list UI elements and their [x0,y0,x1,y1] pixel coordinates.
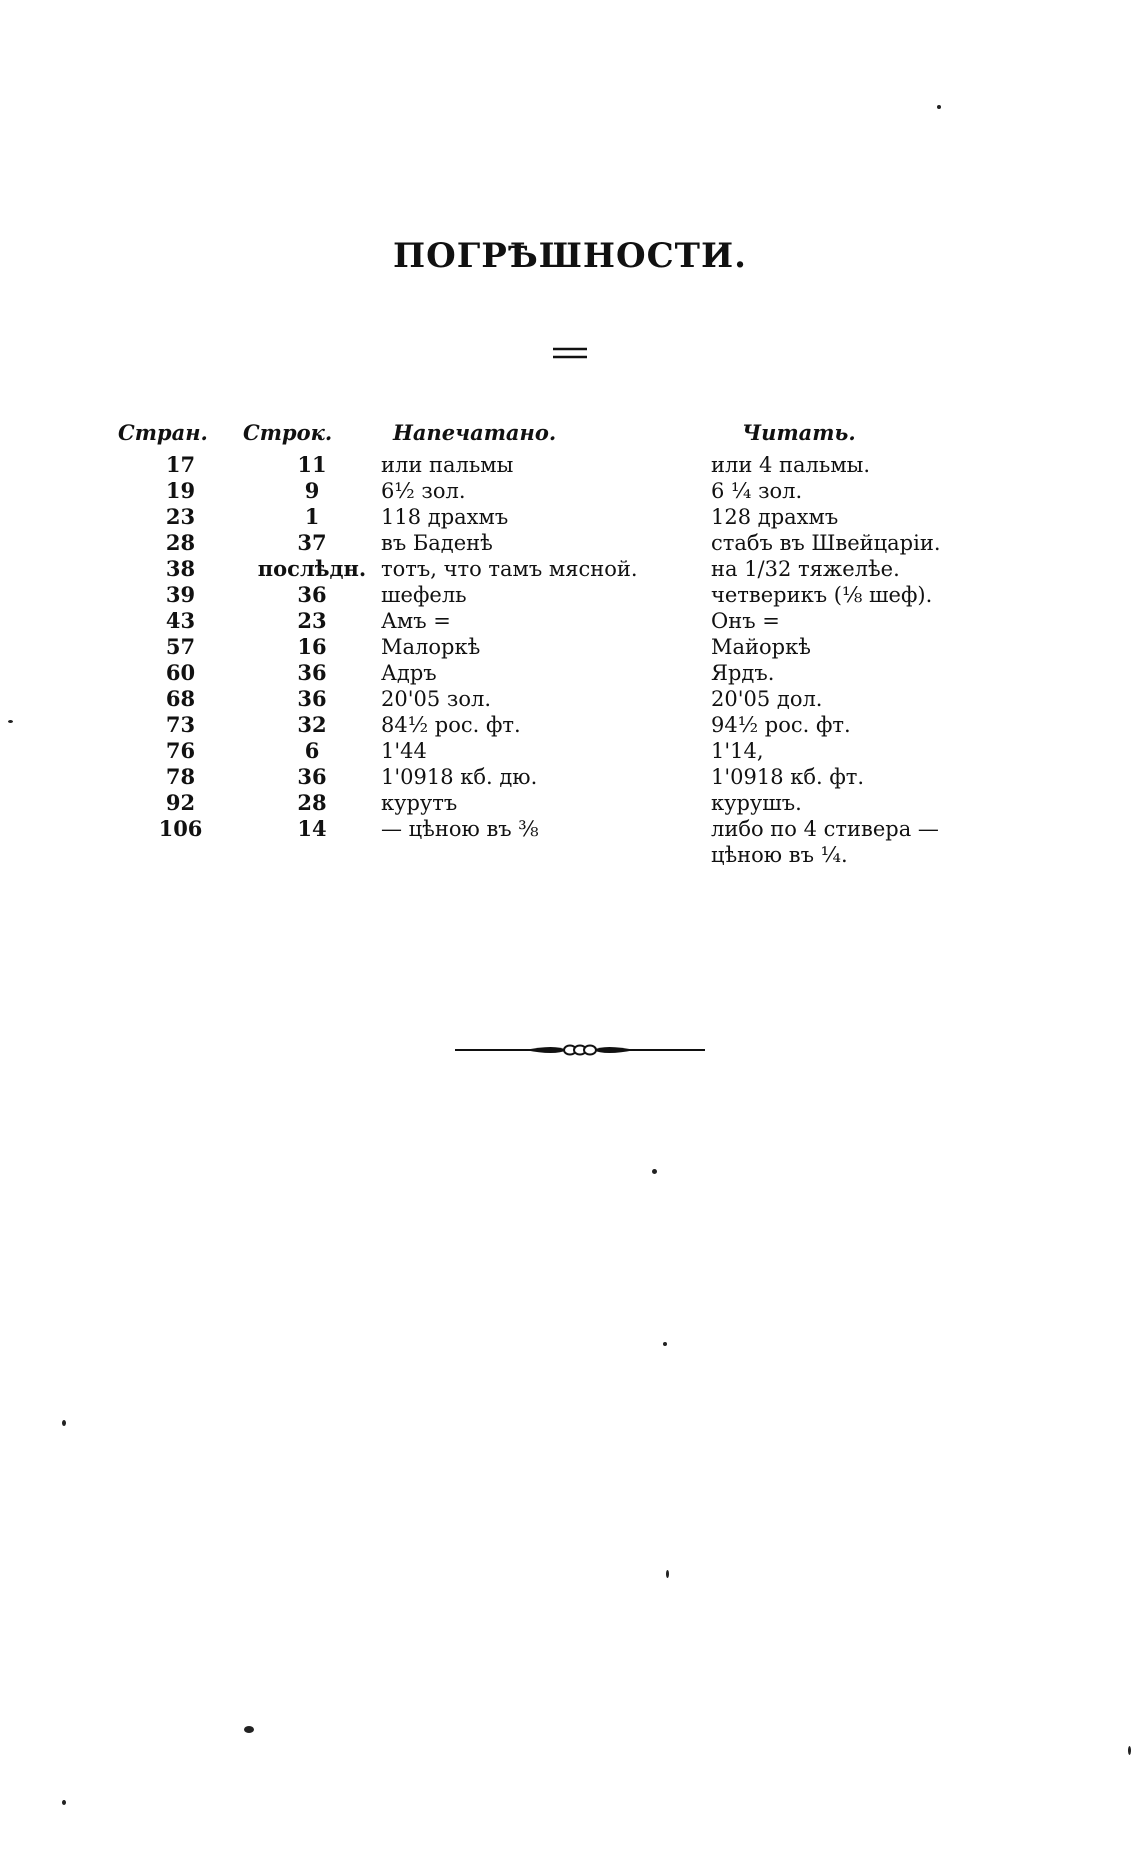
header-read: Читать. [742,420,856,445]
errata-header-row [118,420,1078,452]
scan-speck [652,1169,657,1174]
errata-row [118,452,1078,478]
errata-row [118,712,1078,738]
cell-printed: или пальмы [381,453,514,477]
cell-read: на 1/32 тяжелѣе. [711,557,900,581]
errata-row [118,842,1078,868]
errata-row [118,738,1078,764]
cell-line: 28 [297,790,327,815]
cell-line: 6 [304,738,320,763]
cell-page: 106 [158,816,203,841]
cell-page: 28 [165,530,196,555]
cell-printed: 84½ рос. фт. [381,713,521,737]
cell-read: или 4 пальмы. [711,453,871,477]
cell-line: 36 [297,660,327,685]
page-title: ПОГРѢШНОСТИ. [393,236,747,276]
cell-page: 92 [165,790,196,815]
cell-printed: Амъ = [381,609,451,633]
cell-line: 16 [297,634,327,659]
cell-line: 36 [297,686,327,711]
cell-page: 68 [165,686,196,711]
errata-table [118,420,1078,868]
cell-line: 14 [297,816,327,841]
cell-printed: курутъ [381,791,458,815]
ornament-divider [455,1042,705,1058]
cell-line: 36 [297,582,327,607]
scan-speck [244,1726,254,1733]
cell-page: 38 [165,556,196,581]
cell-page: 78 [165,764,196,789]
cell-line [243,842,381,868]
cell-line: 9 [304,478,320,503]
cell-read: цѣною въ ¼. [711,843,848,867]
scan-speck [666,1570,669,1578]
scan-speck [62,1420,66,1426]
cell-page: 57 [165,634,196,659]
errata-row [118,816,1078,842]
cell-page: 17 [165,452,196,477]
scan-speck [937,105,941,109]
cell-printed: — цѣною въ ⅜ [381,817,539,841]
errata-row [118,608,1078,634]
cell-page [118,842,243,868]
cell-read: 6 ¼ зол. [711,479,803,503]
cell-read: 1'14, [711,739,764,763]
cell-read: Онъ = [711,609,780,633]
errata-row [118,764,1078,790]
errata-row [118,634,1078,660]
errata-row [118,556,1078,582]
cell-printed: шефель [381,583,467,607]
header-line: Строк. [243,420,333,445]
cell-page: 60 [165,660,196,685]
cell-line: 23 [297,608,327,633]
cell-line: 11 [297,452,327,477]
errata-row [118,660,1078,686]
cell-read: Ярдъ. [711,661,775,685]
errata-row [118,478,1078,504]
cell-read: 94½ рос. фт. [711,713,851,737]
cell-page: 43 [165,608,196,633]
double-rule [553,346,587,360]
cell-printed: 1'0918 кб. дю. [381,765,538,789]
cell-page: 39 [165,582,196,607]
cell-line: 32 [297,712,327,737]
errata-row [118,686,1078,712]
scan-speck [663,1342,667,1346]
cell-printed: Малоркѣ [381,635,481,659]
cell-printed: 118 драхмъ [381,505,509,529]
scan-speck [62,1800,66,1805]
cell-printed: 20'05 зол. [381,687,492,711]
errata-row [118,530,1078,556]
cell-read: 20'05 дол. [711,687,823,711]
errata-row [118,504,1078,530]
cell-page: 19 [165,478,196,503]
cell-read: курушъ. [711,791,802,815]
cell-read: стабъ въ Швейцаріи. [711,531,941,555]
cell-line: 37 [297,530,327,555]
cell-printed: Адръ [381,661,437,685]
header-printed: Напечатано. [393,420,557,445]
cell-printed: въ Баденѣ [381,531,493,555]
cell-line: 36 [297,764,327,789]
cell-read: 1'0918 кб. фт. [711,765,865,789]
errata-row [118,582,1078,608]
cell-page: 23 [165,504,196,529]
cell-page: 73 [165,712,196,737]
cell-printed [381,842,711,868]
cell-printed: тотъ, что тамъ мясной. [381,557,638,581]
cell-printed: 6½ зол. [381,479,466,503]
errata-body [118,452,1078,868]
scan-speck [1128,1746,1131,1755]
cell-read: либо по 4 стивера — [711,817,939,841]
errata-row [118,790,1078,816]
scan-speck [8,720,13,723]
cell-read: 128 драхмъ [711,505,839,529]
cell-read: четверикъ (⅛ шеф). [711,583,933,607]
cell-printed: 1'44 [381,739,427,763]
cell-line: 1 [304,504,320,529]
cell-read: Майоркѣ [711,635,811,659]
header-page: Стран. [118,420,208,445]
cell-line: послѣдн. [257,556,367,581]
cell-page: 76 [165,738,196,763]
